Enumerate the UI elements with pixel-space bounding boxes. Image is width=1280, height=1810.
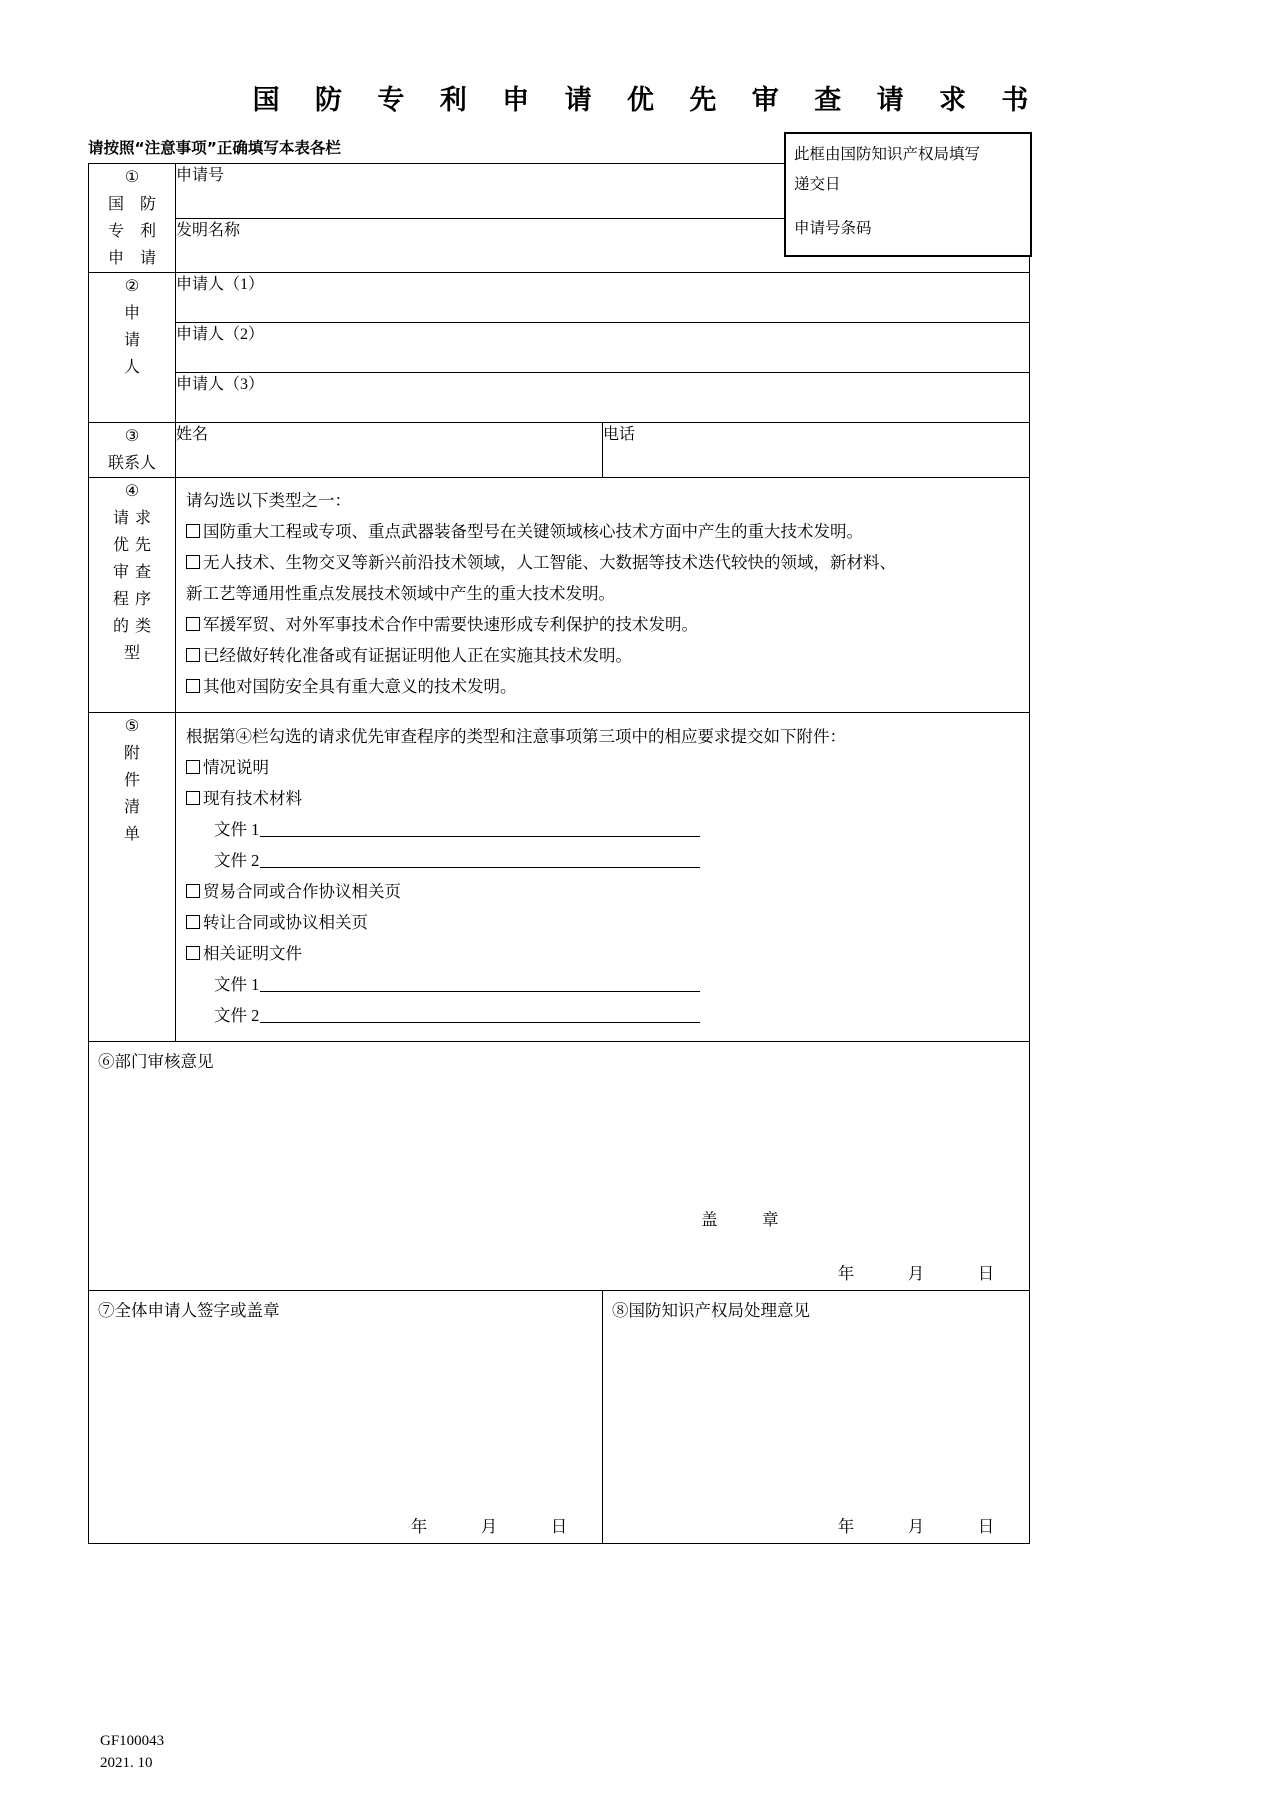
section7-applicant-signature[interactable] bbox=[89, 1291, 603, 1544]
attachment-item-trade-contract[interactable] bbox=[186, 876, 1021, 907]
table-row bbox=[89, 323, 1030, 373]
section5-label-line1: 附 bbox=[123, 745, 146, 762]
section2-label-line3: 人 bbox=[123, 359, 146, 376]
section8-month: 月 bbox=[907, 1517, 925, 1536]
section7-day: 日 bbox=[550, 1517, 568, 1536]
attachment-file-2b-label: 文件 2 bbox=[214, 1006, 260, 1025]
priority-option-1[interactable] bbox=[186, 516, 1021, 547]
priority-option-2-label: 无人技术、生物交叉等新兴前沿技术领域，人工智能、大数据等技术迭代较快的领域，新材料、 bbox=[203, 553, 896, 572]
checkbox-icon[interactable] bbox=[186, 791, 200, 805]
attachment-item-transfer-contract-label: 转让合同或协议相关页 bbox=[203, 913, 368, 932]
section1-label-line2: 专 利 bbox=[107, 223, 162, 240]
attachment-file-2a-label: 文件 2 bbox=[214, 851, 260, 870]
section6-date-line[interactable] bbox=[811, 1260, 1021, 1284]
checkbox-icon[interactable] bbox=[186, 617, 200, 631]
barcode-label: 申请号条码 bbox=[794, 220, 872, 237]
invention-title-label: 发明名称 bbox=[176, 221, 241, 239]
attachment-file-1a-label: 文件 1 bbox=[214, 820, 260, 839]
section7-year: 年 bbox=[410, 1517, 428, 1536]
section4-label-line2: 优先 bbox=[112, 537, 157, 554]
section3-label-cell bbox=[89, 423, 176, 478]
section8-day: 日 bbox=[977, 1517, 995, 1536]
section7-label: ⑦全体申请人签字或盖章 bbox=[98, 1301, 280, 1320]
applicant-1-label: 申请人（1） bbox=[176, 276, 265, 293]
section4-label-line1: 请求 bbox=[112, 510, 157, 527]
attachment-item-proof-docs-label: 相关证明文件 bbox=[203, 944, 302, 963]
section8-office-opinion[interactable] bbox=[603, 1291, 1030, 1544]
contact-phone-field[interactable] bbox=[603, 423, 1030, 478]
priority-option-5[interactable] bbox=[186, 671, 1021, 702]
priority-option-4-label: 已经做好转化准备或有证据证明他人正在实施其技术发明。 bbox=[203, 646, 632, 665]
attachment-item-transfer-contract[interactable] bbox=[186, 907, 1021, 938]
section2-number: ② bbox=[124, 278, 140, 295]
section4-content-cell bbox=[176, 478, 1030, 713]
contact-name-label: 姓名 bbox=[176, 426, 209, 443]
table-row bbox=[89, 1042, 1030, 1291]
page-title: 国 防 专 利 申 请 优 先 审 查 请 求 书 bbox=[252, 85, 1042, 116]
section5-label-line4: 单 bbox=[123, 826, 146, 843]
section4-label-line6: 型 bbox=[123, 645, 146, 662]
checkbox-icon[interactable] bbox=[186, 884, 200, 898]
application-number-label: 申请号 bbox=[176, 167, 225, 184]
checkbox-icon[interactable] bbox=[186, 555, 200, 569]
checkbox-icon[interactable] bbox=[186, 679, 200, 693]
priority-option-3-label: 军援军贸、对外军事技术合作中需要快速形成专利保护的技术发明。 bbox=[203, 615, 698, 634]
table-row bbox=[89, 1291, 1030, 1544]
table-row bbox=[89, 423, 1030, 478]
priority-option-3[interactable] bbox=[186, 609, 1021, 640]
section5-number: ⑤ bbox=[124, 718, 140, 735]
checkbox-icon[interactable] bbox=[186, 915, 200, 929]
checkbox-icon[interactable] bbox=[186, 524, 200, 538]
checkbox-icon[interactable] bbox=[186, 946, 200, 960]
footer bbox=[100, 1730, 164, 1774]
section8-date-line[interactable] bbox=[811, 1513, 1021, 1537]
section4-label-line5: 的类 bbox=[112, 618, 157, 635]
instruction-text: 请按照“注意事项”正确填写本表各栏 bbox=[88, 139, 341, 157]
priority-type-list bbox=[176, 478, 1029, 712]
attachment-item-situation-label: 情况说明 bbox=[203, 758, 269, 777]
contact-phone-label: 电话 bbox=[603, 426, 636, 443]
section1-label-cell bbox=[89, 164, 176, 273]
attachment-item-situation[interactable] bbox=[186, 752, 1021, 783]
file-input-rule[interactable] bbox=[260, 1005, 700, 1023]
section6-seal-label: 盖 章 bbox=[701, 1210, 793, 1229]
file-input-rule[interactable] bbox=[260, 819, 700, 837]
applicant-1-field[interactable] bbox=[176, 273, 1030, 323]
section7-month: 月 bbox=[480, 1517, 498, 1536]
priority-option-2[interactable] bbox=[186, 547, 1021, 578]
section6-review-opinion[interactable] bbox=[89, 1042, 1030, 1291]
table-row bbox=[89, 478, 1030, 713]
section2-label-cell bbox=[89, 273, 176, 423]
priority-option-5-label: 其他对国防安全具有重大意义的技术发明。 bbox=[203, 677, 517, 696]
attachment-list bbox=[176, 713, 1029, 1041]
section6-year: 年 bbox=[837, 1264, 855, 1283]
section4-label-cell bbox=[89, 478, 176, 713]
section5-label-line3: 清 bbox=[123, 799, 146, 816]
table-row bbox=[89, 713, 1030, 1042]
priority-option-2-continuation: 新工艺等通用性重点发展技术领域中产生的重大技术发明。 bbox=[186, 584, 615, 603]
section3-label: 联系人 bbox=[107, 455, 156, 472]
section8-label: ⑧国防知识产权局处理意见 bbox=[612, 1301, 810, 1320]
attachment-item-trade-contract-label: 贸易合同或合作协议相关页 bbox=[203, 882, 401, 901]
section6-day: 日 bbox=[977, 1264, 995, 1283]
table-row bbox=[89, 373, 1030, 423]
section2-label-line1: 申 bbox=[123, 305, 146, 322]
applicant-2-field[interactable] bbox=[176, 323, 1030, 373]
instruction-row bbox=[0, 137, 1280, 163]
attachment-file-2b[interactable] bbox=[186, 1000, 1021, 1031]
attachment-heading: 根据第④栏勾选的请求优先审查程序的类型和注意事项第三项中的相应要求提交如下附件： bbox=[186, 727, 846, 746]
checkbox-icon[interactable] bbox=[186, 760, 200, 774]
attachment-file-2a[interactable] bbox=[186, 845, 1021, 876]
checkbox-icon[interactable] bbox=[186, 648, 200, 662]
section7-date-line[interactable] bbox=[384, 1513, 594, 1537]
form-date: 2021. 10 bbox=[100, 1755, 153, 1771]
section8-year: 年 bbox=[837, 1517, 855, 1536]
section4-label-line3: 审查 bbox=[112, 564, 157, 581]
official-box-spacer bbox=[794, 200, 1030, 214]
attachment-item-prior-art-label: 现有技术材料 bbox=[203, 789, 302, 808]
attachment-file-1a[interactable] bbox=[186, 814, 1021, 845]
attachment-file-1b[interactable] bbox=[186, 969, 1021, 1000]
priority-option-1-label: 国防重大工程或专项、重点武器装备型号在关键领域核心技术方面中产生的重大技术发明。 bbox=[203, 522, 863, 541]
section1-number: ① bbox=[124, 169, 140, 186]
attachment-item-proof-docs[interactable] bbox=[186, 938, 1021, 969]
section2-label-line2: 请 bbox=[123, 332, 146, 349]
submit-date-label: 递交日 bbox=[794, 176, 841, 193]
form-code: GF100043 bbox=[100, 1733, 165, 1749]
applicant-3-label: 申请人（3） bbox=[176, 376, 265, 393]
main-form-table bbox=[88, 163, 1030, 1544]
applicant-3-field[interactable] bbox=[176, 373, 1030, 423]
attachment-item-prior-art[interactable] bbox=[186, 783, 1021, 814]
section1-label-line1: 国 防 bbox=[107, 196, 162, 213]
section5-label-cell bbox=[89, 713, 176, 1042]
section5-content-cell bbox=[176, 713, 1030, 1042]
priority-option-4[interactable] bbox=[186, 640, 1021, 671]
applicant-2-label: 申请人（2） bbox=[176, 326, 265, 343]
section4-number: ④ bbox=[124, 483, 140, 500]
section5-label-line2: 件 bbox=[123, 772, 146, 789]
priority-type-heading: 请勾选以下类型之一： bbox=[186, 491, 351, 510]
section1-label-line3: 申 请 bbox=[107, 250, 162, 267]
official-use-box bbox=[784, 132, 1032, 257]
section3-number: ③ bbox=[124, 428, 140, 445]
section6-label: ⑥部门审核意见 bbox=[98, 1052, 214, 1071]
official-use-note: 此框由国防知识产权局填写 bbox=[794, 146, 981, 163]
section6-month: 月 bbox=[907, 1264, 925, 1283]
file-input-rule[interactable] bbox=[260, 850, 700, 868]
contact-name-field[interactable] bbox=[176, 423, 603, 478]
table-row bbox=[89, 273, 1030, 323]
attachment-file-1b-label: 文件 1 bbox=[214, 975, 260, 994]
file-input-rule[interactable] bbox=[260, 974, 700, 992]
section4-label-line4: 程序 bbox=[112, 591, 157, 608]
